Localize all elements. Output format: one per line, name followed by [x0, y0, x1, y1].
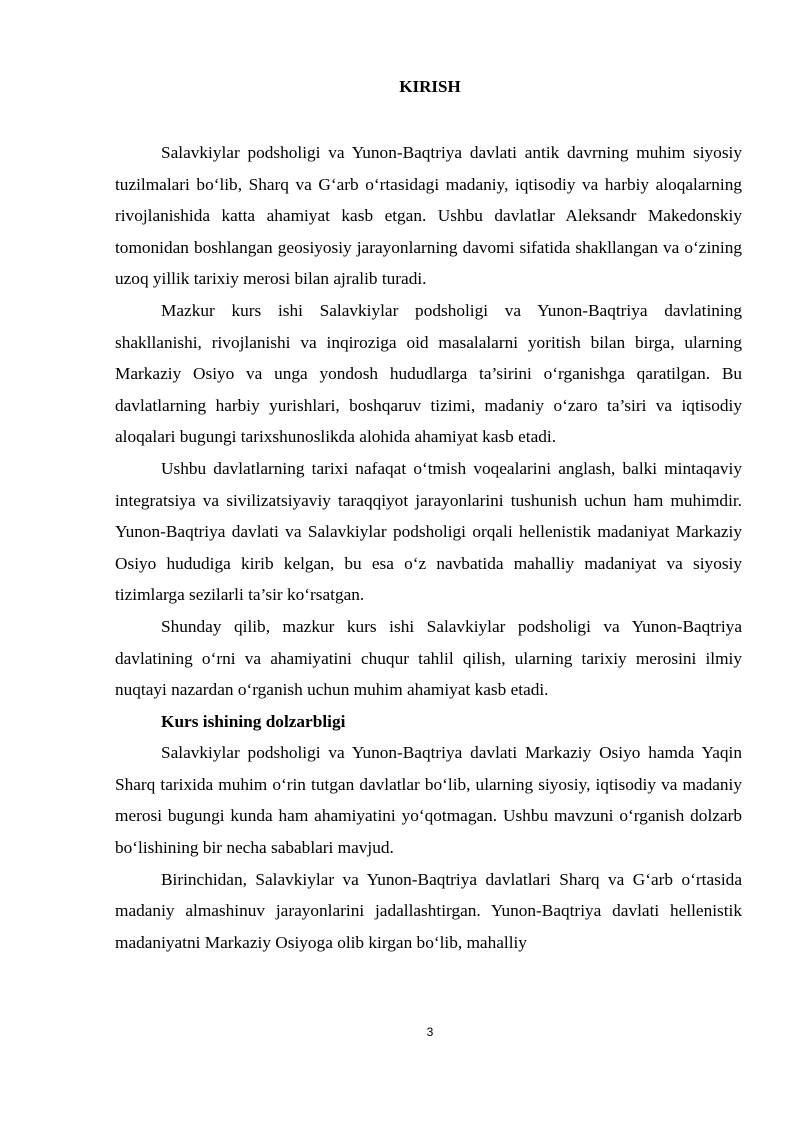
paragraph: Mazkur kurs ishi Salavkiylar podsholigi va Yunon-Baqtriya davlatining shakllanishi, rivojlanishi va inqiroziga oid masalalarni yoritish bilan birga, ularning Markaziy Osiyo va unga yondosh hududlarga ta’sirini o‘rganishga qaratilgan. Bu davlatlarning harbiy yurishlari, boshqaruv tizimi, madaniy o‘zaro ta’siri va iqtisodiy aloqalari bugungi tarixshunoslikda alohida ahamiyat kasb etadi.	[115, 300, 742, 447]
paragraph: Salavkiylar podsholigi va Yunon-Baqtriya davlati antik davrning muhim siyosiy tuzilmalari bo‘lib, Sharq va G‘arb o‘rtasidagi madaniy, iqtisodiy va harbiy aloqalarning rivojlanishida katta ahamiyat kasb etgan. Ushbu davlatlar Aleksandr Makedonskiy tomonidan boshlangan geosiyosiy jarayonlarning davomi sifatida shakllangan va o‘zining uzoq yillik tarixiy merosi bilan ajralib turadi.	[115, 143, 742, 289]
section-heading: Kurs ishining dolzarbligi	[161, 711, 346, 731]
paragraph: Birinchidan, Salavkiylar va Yunon-Baqtriya davlatlari Sharq va G‘arb o‘rtasida madaniy almashinuv jarayonlarini jadallashtirgan. Yunon-Baqtriya davlati hellenistik madaniyatni Markaziy Osiyoga olib kirgan bo‘lib, mahalliy	[115, 869, 742, 952]
page-number: 3	[426, 1025, 434, 1039]
paragraph: Shunday qilib, mazkur kurs ishi Salavkiylar podsholigi va Yunon-Baqtriya davlatining o‘rni va ahamiyatini chuqur tahlil qilish, ularning tarixiy merosini ilmiy nuqtayi nazardan o‘rganish uchun muhim ahamiyat kasb etadi.	[115, 616, 742, 700]
page-title: KIRISH	[399, 77, 461, 96]
paragraph: Ushbu davlatlarning tarixi nafaqat o‘tmish voqealarini anglash, balki mintaqaviy integratsiya va sivilizatsiyaviy taraqqiyot jarayonlarini tushunish uchun ham muhimdir. Yunon-Baqtriya davlati va Salavkiylar podsholigi orqali hellenistik madaniyat Markaziy Osiyo hududiga kirib kelgan, bu esa o‘z navbatida mahalliy madaniyat va siyosiy tizimlarga sezilarli ta’sir ko‘rsatgan.	[115, 458, 742, 605]
document-body	[115, 137, 742, 958]
paragraph: Salavkiylar podsholigi va Yunon-Baqtriya davlati Markaziy Osiyo hamda Yaqin Sharq tarixida muhim o‘rin tutgan davlatlar bo‘lib, ularning siyosiy, iqtisodiy va madaniy merosi bugungi kunda ham ahamiyatini yo‘qotmagan. Ushbu mavzuni o‘rganish dolzarb bo‘lishining bir necha sabablari mavjud.	[115, 743, 742, 858]
